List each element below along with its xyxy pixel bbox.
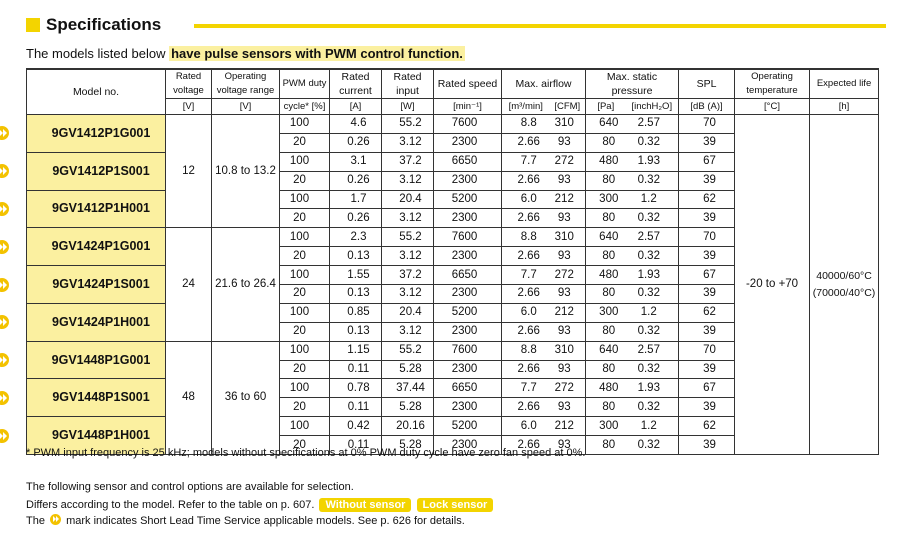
header-rated-current: Rated current [330,69,382,99]
airflow-cfm-cell: 93 [550,360,586,379]
rated-current-cell: 0.26 [330,171,382,190]
static-inch-cell: 0.32 [626,360,679,379]
model-name: 9GV1448P1G001 [51,352,151,367]
rated-input-cell: 3.12 [382,209,434,228]
pwm-duty-cell: 100 [280,417,330,436]
rated-speed-cell: 6650 [434,379,502,398]
rated-current-cell: 1.7 [330,190,382,209]
rated-speed-cell: 5200 [434,303,502,322]
static-inch-cell: 2.57 [626,341,679,360]
static-pa-cell: 80 [586,436,626,455]
static-pa-cell: 80 [586,398,626,417]
airflow-cfm-cell: 93 [550,133,586,152]
spl-cell: 70 [679,115,735,134]
rated-input-cell: 3.12 [382,322,434,341]
expected-life-line2: (70000/40°C) [812,286,876,299]
pwm-duty-cell: 100 [280,228,330,247]
static-inch-cell: 0.32 [626,171,679,190]
rated-input-cell: 37.2 [382,266,434,285]
rated-speed-cell: 2300 [434,436,502,455]
pwm-duty-cell: 20 [280,398,330,417]
rated-speed-cell: 2300 [434,133,502,152]
header-life: Expected life [810,69,879,99]
static-pa-cell: 80 [586,322,626,341]
airflow-m3-cell: 2.66 [502,360,550,379]
header-max-airflow: Max. airflow [502,69,586,99]
pwm-duty-cell: 20 [280,322,330,341]
airflow-m3-cell: 8.8 [502,341,550,360]
rated-input-cell: 3.12 [382,247,434,266]
pwm-duty-cell: 20 [280,285,330,304]
header-rated-speed: Rated speed [434,69,502,99]
section-title: Specifications [46,15,162,34]
rated-input-cell: 3.12 [382,133,434,152]
rated-input-cell: 37.44 [382,379,434,398]
operating-voltage-cell: 36 to 60 [212,341,280,454]
static-pa-cell: 300 [586,303,626,322]
airflow-cfm-cell: 272 [550,379,586,398]
unit-spl: [dB (A)] [679,99,735,115]
header-spl: SPL [679,69,735,99]
static-inch-cell: 0.32 [626,398,679,417]
expected-life-cell [810,115,879,455]
rated-current-cell: 0.26 [330,209,382,228]
static-inch-cell: 1.2 [626,417,679,436]
airflow-m3-cell: 8.8 [502,115,550,134]
rated-input-cell: 55.2 [382,115,434,134]
header-rated-voltage: Rated voltage [166,69,212,99]
airflow-cfm-cell: 93 [550,322,586,341]
static-inch-cell: 0.32 [626,209,679,228]
airflow-cfm-cell: 272 [550,152,586,171]
airflow-cfm-cell: 93 [550,247,586,266]
airflow-cfm-cell: 93 [550,209,586,228]
static-pa-cell: 640 [586,228,626,247]
airflow-m3-cell: 7.7 [502,266,550,285]
airflow-cfm-cell: 212 [550,417,586,436]
airflow-m3-cell: 7.7 [502,379,550,398]
model-cell [27,115,166,153]
double-chevron-circle-icon [0,126,9,140]
airflow-m3-cell: 2.66 [502,209,550,228]
rated-input-cell: 55.2 [382,341,434,360]
unit-operating-voltage: [V] [212,99,280,115]
model-name: 9GV1424P1S001 [52,277,150,292]
static-inch-cell: 2.57 [626,115,679,134]
rated-current-cell: 0.11 [330,436,382,455]
rated-current-cell: 0.78 [330,379,382,398]
model-name: 9GV1424P1H001 [52,314,150,329]
static-pa-cell: 480 [586,266,626,285]
rated-current-cell: 0.13 [330,285,382,304]
rated-current-cell: 0.85 [330,303,382,322]
static-pa-cell: 480 [586,152,626,171]
spl-cell: 39 [679,360,735,379]
airflow-cfm-cell: 272 [550,266,586,285]
static-inch-cell: 0.32 [626,322,679,341]
model-cell [27,341,166,379]
spl-cell: 39 [679,285,735,304]
expected-life-line1: 40000/60°C [816,269,872,282]
spl-cell: 39 [679,171,735,190]
rated-voltage-cell: 24 [166,228,212,341]
spl-cell: 39 [679,436,735,455]
pwm-duty-cell: 20 [280,133,330,152]
spl-cell: 39 [679,398,735,417]
rated-speed-cell: 2300 [434,398,502,417]
double-chevron-circle-icon [0,429,9,443]
rated-speed-cell: 2300 [434,171,502,190]
footnote-differs-text: Differs according to the model. Refer to the table on p. 607. [26,499,315,511]
static-pa-cell: 80 [586,285,626,304]
rated-speed-cell: 5200 [434,417,502,436]
rated-current-cell: 0.13 [330,247,382,266]
double-chevron-circle-icon [0,391,9,405]
unit-rated-input: [W] [382,99,434,115]
unit-rated-speed: [min⁻¹] [434,99,502,115]
rated-input-cell: 20.4 [382,303,434,322]
rated-input-cell: 5.28 [382,436,434,455]
footnote-differs [26,498,493,512]
airflow-m3-cell: 2.66 [502,285,550,304]
section-rule [194,24,886,28]
static-inch-cell: 0.32 [626,133,679,152]
footnote-options: The following sensor and control options are available for selection. [26,481,354,493]
pwm-duty-cell: 100 [280,341,330,360]
operating-voltage-cell: 10.8 to 13.2 [212,115,280,228]
rated-speed-cell: 5200 [434,190,502,209]
airflow-m3-cell: 7.7 [502,152,550,171]
static-inch-cell: 2.57 [626,228,679,247]
unit-op-temp: [°C] [735,99,810,115]
model-cell [27,266,166,304]
unit-life: [h] [810,99,879,115]
rated-speed-cell: 7600 [434,228,502,247]
rated-voltage-cell: 48 [166,341,212,454]
intro-lead: The models listed below [26,46,170,61]
model-name: 9GV1424P1G001 [51,239,151,254]
rated-speed-cell: 2300 [434,209,502,228]
airflow-cfm-cell: 93 [550,171,586,190]
section-square-icon [26,18,40,32]
static-pa-cell: 640 [586,341,626,360]
rated-input-cell: 37.2 [382,152,434,171]
spl-cell: 70 [679,228,735,247]
rated-current-cell: 3.1 [330,152,382,171]
unit-pwm: cycle* [%] [280,99,330,115]
rated-input-cell: 5.28 [382,360,434,379]
model-cell [27,190,166,228]
unit-rated-voltage: [V] [166,99,212,115]
double-chevron-circle-icon [0,278,9,292]
tag-lock-sensor: Lock sensor [417,498,494,512]
spl-cell: 39 [679,133,735,152]
model-cell [27,303,166,341]
static-pa-cell: 80 [586,171,626,190]
airflow-m3-cell: 6.0 [502,303,550,322]
header-op-temp: Operating temperature [735,69,810,99]
model-name: 9GV1412P1S001 [52,163,150,178]
unit-airflow-cfm: [CFM] [550,99,586,115]
rated-speed-cell: 6650 [434,266,502,285]
unit-static-inch: [inchH₂O] [626,99,679,115]
static-inch-cell: 0.32 [626,436,679,455]
airflow-cfm-cell: 310 [550,228,586,247]
static-inch-cell: 1.2 [626,303,679,322]
double-chevron-circle-icon [0,353,9,367]
rated-current-cell: 0.13 [330,322,382,341]
airflow-cfm-cell: 310 [550,341,586,360]
airflow-cfm-cell: 212 [550,190,586,209]
static-pa-cell: 640 [586,115,626,134]
airflow-cfm-cell: 93 [550,398,586,417]
double-chevron-circle-icon [50,514,61,525]
model-cell [27,228,166,266]
static-inch-cell: 1.2 [626,190,679,209]
static-pa-cell: 300 [586,190,626,209]
model-name: 9GV1412P1H001 [52,201,150,216]
footnote-mark [26,514,465,528]
header-operating-voltage: Operating voltage range [212,69,280,99]
model-name: 9GV1412P1G001 [51,125,151,140]
airflow-cfm-cell: 212 [550,303,586,322]
airflow-m3-cell: 2.66 [502,171,550,190]
static-pa-cell: 300 [586,417,626,436]
spl-cell: 62 [679,190,735,209]
model-cell [27,152,166,190]
spl-cell: 70 [679,341,735,360]
airflow-m3-cell: 8.8 [502,228,550,247]
pwm-duty-cell: 20 [280,360,330,379]
pwm-duty-cell: 20 [280,171,330,190]
model-name: 9GV1448P1S001 [52,390,150,405]
rated-input-cell: 3.12 [382,171,434,190]
airflow-m3-cell: 2.66 [502,322,550,341]
rated-speed-cell: 2300 [434,285,502,304]
rated-current-cell: 2.3 [330,228,382,247]
rated-speed-cell: 7600 [434,341,502,360]
airflow-m3-cell: 2.66 [502,133,550,152]
spl-cell: 39 [679,322,735,341]
tag-without-sensor: Without sensor [319,498,411,512]
model-cell [27,379,166,417]
spl-cell: 67 [679,379,735,398]
airflow-cfm-cell: 93 [550,285,586,304]
double-chevron-circle-icon [0,202,9,216]
model-name: 9GV1448P1H001 [52,428,150,443]
rated-input-cell: 20.16 [382,417,434,436]
header-rated-input: Rated input [382,69,434,99]
airflow-m3-cell: 2.66 [502,247,550,266]
footnote-mark-post: mark indicates Short Lead Time Service applicable models. See p. 626 for details. [66,515,465,527]
pwm-duty-cell: 20 [280,436,330,455]
pwm-duty-cell: 100 [280,190,330,209]
airflow-m3-cell: 6.0 [502,190,550,209]
pwm-duty-cell: 100 [280,115,330,134]
rated-current-cell: 4.6 [330,115,382,134]
rated-current-cell: 1.55 [330,266,382,285]
rated-speed-cell: 6650 [434,152,502,171]
rated-speed-cell: 2300 [434,247,502,266]
rated-input-cell: 20.4 [382,190,434,209]
airflow-m3-cell: 2.66 [502,398,550,417]
rated-current-cell: 1.15 [330,341,382,360]
table-row [27,115,879,134]
header-model: Model no. [27,69,166,115]
static-inch-cell: 1.93 [626,379,679,398]
spec-table [26,68,879,455]
static-inch-cell: 1.93 [626,152,679,171]
airflow-cfm-cell: 93 [550,436,586,455]
rated-speed-cell: 7600 [434,115,502,134]
static-pa-cell: 480 [586,379,626,398]
spl-cell: 67 [679,152,735,171]
footnote-mark-pre: The [26,515,45,527]
intro-text [26,45,465,63]
airflow-m3-cell: 2.66 [502,436,550,455]
spl-cell: 62 [679,303,735,322]
pwm-duty-cell: 100 [280,266,330,285]
rated-input-cell: 5.28 [382,398,434,417]
spl-cell: 67 [679,266,735,285]
spl-cell: 62 [679,417,735,436]
pwm-duty-cell: 100 [280,379,330,398]
pwm-duty-cell: 100 [280,303,330,322]
section-header [26,14,886,36]
static-inch-cell: 0.32 [626,285,679,304]
rated-current-cell: 0.11 [330,398,382,417]
rated-current-cell: 0.42 [330,417,382,436]
unit-rated-current: [A] [330,99,382,115]
static-inch-cell: 0.32 [626,247,679,266]
rated-current-cell: 0.11 [330,360,382,379]
pwm-duty-cell: 20 [280,209,330,228]
double-chevron-circle-icon [0,315,9,329]
rated-current-cell: 0.26 [330,133,382,152]
airflow-cfm-cell: 310 [550,115,586,134]
double-chevron-circle-icon [0,240,9,254]
rated-input-cell: 55.2 [382,228,434,247]
static-pa-cell: 80 [586,209,626,228]
pwm-duty-cell: 20 [280,247,330,266]
operating-voltage-cell: 21.6 to 26.4 [212,228,280,341]
spl-cell: 39 [679,209,735,228]
double-chevron-circle-icon [0,164,9,178]
rated-speed-cell: 2300 [434,360,502,379]
operating-temperature-cell: -20 to +70 [735,115,810,455]
spl-cell: 39 [679,247,735,266]
static-inch-cell: 1.93 [626,266,679,285]
rated-input-cell: 3.12 [382,285,434,304]
unit-static-pa: [Pa] [586,99,626,115]
header-max-static: Max. static pressure [586,69,679,99]
rated-voltage-cell: 12 [166,115,212,228]
pwm-duty-cell: 100 [280,152,330,171]
unit-airflow-m3: [m³/min] [502,99,550,115]
header-pwm: PWM duty [280,69,330,99]
rated-speed-cell: 2300 [434,322,502,341]
footnote-pwm: * PWM input frequency is 25 kHz; models without specifications at 0% PWM duty cycle have zero fan speed at 0%. [26,447,586,459]
static-pa-cell: 80 [586,360,626,379]
airflow-m3-cell: 6.0 [502,417,550,436]
static-pa-cell: 80 [586,133,626,152]
static-pa-cell: 80 [586,247,626,266]
intro-highlight: have pulse sensors with PWM control function. [171,46,463,61]
